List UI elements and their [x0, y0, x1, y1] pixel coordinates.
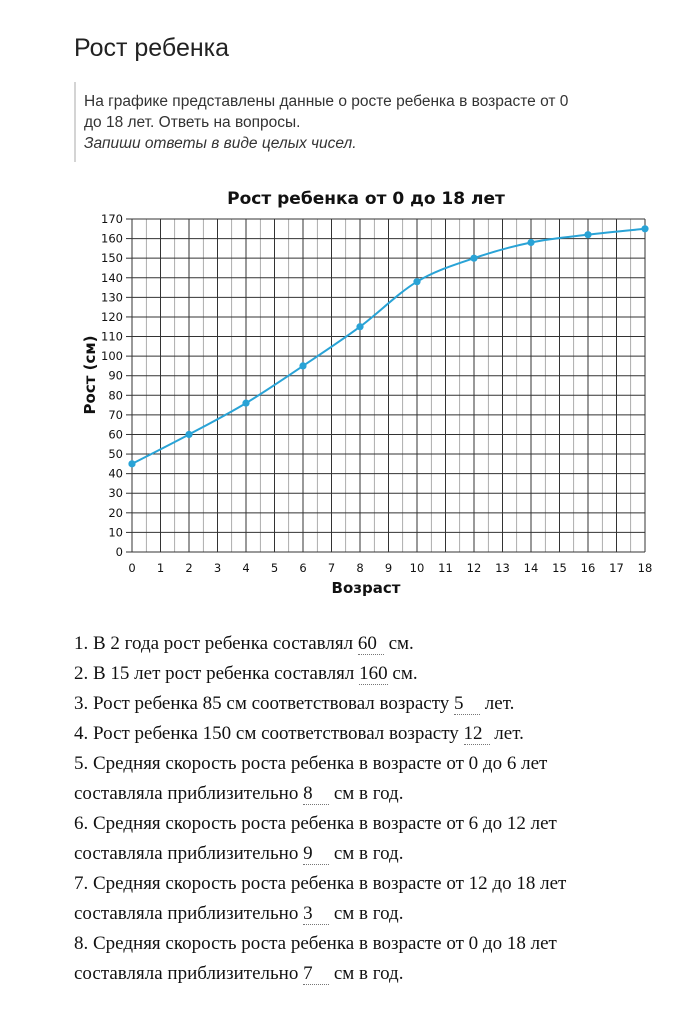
x-tick-label: 10	[409, 561, 425, 575]
question-8-continuation	[74, 959, 684, 989]
question-6-continuation	[74, 839, 684, 869]
task-hint: Запиши ответы в виде целых чисел.	[84, 135, 357, 152]
data-point	[584, 231, 591, 238]
description-line-2: до 18 лет. Ответь на вопросы.	[84, 114, 301, 131]
data-point	[356, 323, 363, 330]
question-unit: см в год.	[329, 963, 404, 984]
y-tick-label: 80	[108, 388, 123, 403]
answer-field[interactable]: 12	[464, 724, 490, 745]
y-tick-label: 140	[101, 270, 123, 285]
page-title: Рост ребенка	[74, 34, 230, 62]
question-unit: лет.	[480, 693, 515, 714]
question-text: 3. Рост ребенка 85 см соответствовал возрасту	[74, 693, 455, 714]
data-point	[413, 278, 420, 285]
question-3	[74, 689, 684, 719]
y-tick-label: 70	[108, 407, 123, 422]
x-tick-label: 1	[156, 561, 165, 575]
question-4	[74, 719, 684, 749]
chart-ticks	[101, 212, 652, 575]
question-unit: см в год.	[329, 783, 404, 804]
question-text: 2. В 15 лет рост ребенка составлял	[74, 663, 360, 684]
y-tick-label: 110	[101, 329, 123, 344]
x-tick-label: 18	[637, 561, 653, 575]
x-axis-label: Возраст	[331, 579, 401, 597]
question-unit: см.	[383, 633, 414, 654]
question-text: 5. Средняя скорость роста ребенка в возрасте от 0 до 6 лет	[74, 753, 548, 774]
question-5	[74, 749, 684, 779]
y-tick-label: 100	[101, 349, 123, 364]
y-tick-label: 0	[115, 545, 123, 559]
answer-field[interactable]: 5	[454, 694, 480, 715]
question-text: 7. Средняя скорость роста ребенка в возрасте от 12 до 18 лет	[74, 873, 567, 894]
question-text: составляла приблизительно	[74, 783, 304, 804]
data-point	[299, 362, 306, 369]
y-tick-label: 120	[101, 309, 123, 324]
data-point	[470, 255, 477, 262]
x-tick-label: 13	[495, 561, 510, 575]
data-point	[185, 431, 192, 438]
question-5-continuation	[74, 779, 684, 809]
x-tick-label: 17	[609, 561, 624, 575]
x-tick-label: 5	[270, 561, 279, 575]
y-tick-label: 90	[108, 368, 123, 383]
x-tick-label: 4	[242, 561, 250, 575]
y-tick-label: 60	[108, 427, 123, 442]
description-line-1: На графике представлены данные о росте ребенка в возрасте от 0	[84, 93, 569, 110]
question-text: составляла приблизительно	[74, 843, 304, 864]
y-tick-label: 160	[101, 231, 123, 246]
x-tick-label: 11	[438, 561, 453, 575]
question-text: составляла приблизительно	[74, 963, 304, 984]
data-point	[128, 460, 135, 467]
answer-field[interactable]: 3	[303, 904, 329, 925]
question-unit: лет.	[489, 723, 524, 744]
question-unit: см в год.	[329, 903, 404, 924]
x-tick-label: 6	[299, 561, 307, 575]
y-tick-label: 10	[108, 525, 123, 540]
questions-list	[74, 629, 684, 989]
question-8	[74, 929, 684, 959]
chart-grid	[132, 219, 645, 552]
question-unit: см.	[387, 663, 418, 684]
y-tick-label: 170	[101, 212, 123, 226]
question-2	[74, 659, 684, 689]
x-tick-label: 3	[213, 561, 222, 575]
x-tick-label: 16	[580, 561, 596, 575]
x-tick-label: 9	[384, 561, 393, 575]
answer-field[interactable]: 8	[303, 784, 329, 805]
height-chart	[0, 178, 697, 603]
x-tick-label: 0	[128, 561, 136, 575]
answer-field[interactable]: 60	[358, 634, 384, 655]
x-tick-label: 12	[466, 561, 482, 575]
x-tick-label: 14	[523, 561, 539, 575]
question-1	[74, 629, 684, 659]
y-tick-label: 50	[108, 447, 123, 462]
answer-field[interactable]: 160	[359, 663, 388, 684]
data-point	[641, 225, 648, 232]
question-7	[74, 869, 684, 899]
x-tick-label: 15	[552, 561, 567, 575]
question-7-continuation	[74, 899, 684, 929]
question-text: 6. Средняя скорость роста ребенка в возрасте от 6 до 12 лет	[74, 813, 557, 834]
y-tick-label: 30	[108, 486, 123, 501]
y-tick-label: 40	[108, 466, 123, 481]
data-point	[527, 239, 534, 246]
y-tick-label: 130	[101, 290, 123, 305]
x-tick-label: 7	[327, 561, 336, 575]
x-tick-label: 8	[356, 561, 364, 575]
answer-field[interactable]: 7	[303, 964, 329, 985]
chart-title: Рост ребенка от 0 до 18 лет	[227, 189, 505, 209]
question-6	[74, 809, 684, 839]
question-text: составляла приблизительно	[74, 903, 304, 924]
answer-field[interactable]: 9	[303, 844, 329, 865]
y-axis-label: Рост (см)	[81, 335, 99, 415]
y-tick-label: 20	[108, 505, 123, 520]
question-text: 8. Средняя скорость роста ребенка в возрасте от 0 до 18 лет	[74, 933, 557, 954]
y-tick-label: 150	[101, 251, 123, 266]
question-unit: см в год.	[329, 843, 404, 864]
question-text: 4. Рост ребенка 150 см соответствовал возрасту	[74, 723, 464, 744]
question-text: 1. В 2 года рост ребенка составлял	[74, 633, 358, 654]
x-tick-label: 2	[185, 561, 193, 575]
data-point	[242, 400, 249, 407]
task-description	[74, 82, 674, 162]
